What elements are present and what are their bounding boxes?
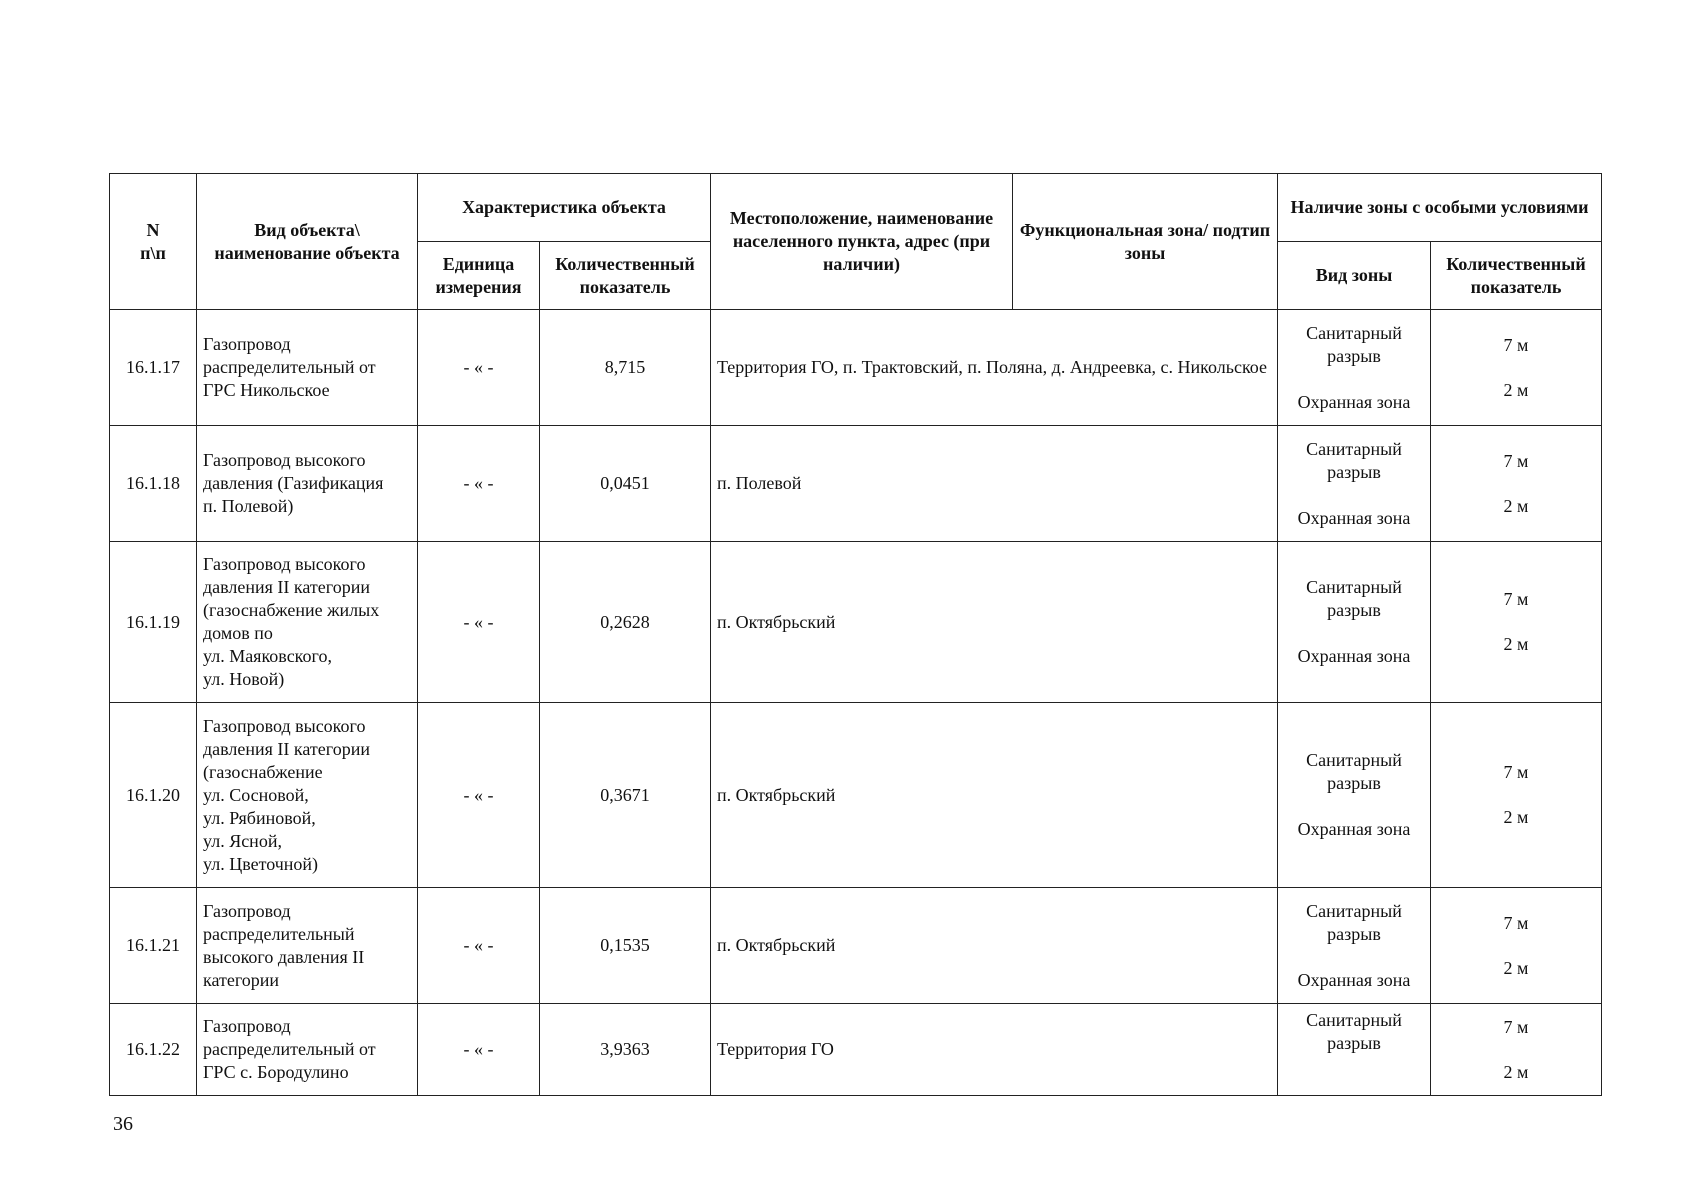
zone-type-cell: [1278, 703, 1431, 888]
zone-type-cell: [1278, 426, 1431, 542]
row-number: 16.1.17: [110, 310, 197, 426]
header-object-type: Вид объекта\ наименование объекта: [197, 174, 418, 310]
zone-type-protection: Охранная зона: [1297, 507, 1411, 528]
zone-value-2: 2 м: [1503, 379, 1529, 400]
quantity-cell: 0,3671: [540, 703, 711, 888]
table-row: [110, 1004, 1602, 1096]
zone-value-1: 7 м: [1503, 334, 1529, 355]
location-cell: п. Полевой: [711, 426, 1278, 542]
table-row: [110, 703, 1602, 888]
row-number: 16.1.21: [110, 888, 197, 1004]
header-num: N п\п: [110, 174, 197, 310]
zone-type-protection: Охранная зона: [1297, 969, 1411, 990]
zone-value-2: 2 м: [1503, 957, 1529, 978]
location-cell: Территория ГО, п. Трактовский, п. Поляна, д. Андреевка, с. Никольское: [711, 310, 1278, 426]
object-name: Газопровод распределительный от ГРС Никольское: [197, 310, 418, 426]
row-number: 16.1.22: [110, 1004, 197, 1096]
object-name: Газопровод высокого давления II категории (газоснабжение ул. Сосновой, ул. Рябиновой, ул. Ясной, ул. Цветочной): [197, 703, 418, 888]
header-quantity: Количественный показатель: [540, 242, 711, 310]
objects-table: [109, 173, 1602, 1096]
zone-type-cell: [1278, 542, 1431, 703]
unit-cell: - « -: [418, 1004, 540, 1096]
zone-type-sanitary: Санитарный разрыв: [1306, 322, 1402, 366]
header-characteristic: Характеристика объекта: [418, 174, 711, 242]
zone-value-1: 7 м: [1503, 589, 1529, 609]
unit-cell: - « -: [418, 703, 540, 888]
zone-value-2: 2 м: [1503, 495, 1529, 516]
unit-cell: - « -: [418, 542, 540, 703]
object-name: Газопровод распределительный высокого давления II категории: [197, 888, 418, 1004]
zone-type-sanitary: Санитарный разрыв: [1306, 577, 1402, 620]
unit-cell: - « -: [418, 310, 540, 426]
zone-value-cell: [1431, 426, 1602, 542]
quantity-cell: 8,715: [540, 310, 711, 426]
row-number: 16.1.20: [110, 703, 197, 888]
zone-value-cell: [1431, 1004, 1602, 1096]
zone-type-cell: [1278, 888, 1431, 1004]
table-row: [110, 542, 1602, 703]
location-cell: п. Октябрьский: [711, 542, 1278, 703]
zone-value-1: 7 м: [1503, 762, 1529, 782]
object-name: Газопровод высокого давления (Газификация п. Полевой): [197, 426, 418, 542]
zone-type-sanitary: Санитарный разрыв: [1306, 1009, 1402, 1053]
object-name: Газопровод распределительный от ГРС с. Бородулино: [197, 1004, 418, 1096]
quantity-cell: 3,9363: [540, 1004, 711, 1096]
header-zone-type: Вид зоны: [1278, 242, 1431, 310]
zone-type-protection: Охранная зона: [1297, 819, 1411, 839]
zone-type-cell: [1278, 310, 1431, 426]
header-unit: Единица измерения: [418, 242, 540, 310]
location-cell: п. Октябрьский: [711, 888, 1278, 1004]
unit-cell: - « -: [418, 888, 540, 1004]
zone-value-cell: [1431, 888, 1602, 1004]
quantity-cell: 0,2628: [540, 542, 711, 703]
zone-type-cell: [1278, 1004, 1431, 1096]
zone-type-sanitary: Санитарный разрыв: [1306, 438, 1402, 482]
zone-value-2: 2 м: [1503, 807, 1529, 827]
zone-value-1: 7 м: [1503, 912, 1529, 933]
zone-type-sanitary: Санитарный разрыв: [1306, 750, 1402, 793]
quantity-cell: 0,1535: [540, 888, 711, 1004]
zone-value-1: 7 м: [1503, 1016, 1529, 1037]
zone-value-2: 2 м: [1503, 634, 1529, 654]
zone-type-sanitary: Санитарный разрыв: [1306, 900, 1402, 944]
table-row: [110, 888, 1602, 1004]
zone-type-protection: Охранная зона: [1297, 391, 1411, 412]
row-number: 16.1.18: [110, 426, 197, 542]
row-number: 16.1.19: [110, 542, 197, 703]
object-name: Газопровод высокого давления II категории (газоснабжение жилых домов по ул. Маяковского, ул. Новой): [197, 542, 418, 703]
unit-cell: - « -: [418, 426, 540, 542]
location-cell: п. Октябрьский: [711, 703, 1278, 888]
header-special-zone: Наличие зоны с особыми условиями: [1278, 174, 1602, 242]
header-location: Местоположение, наименование населенного пункта, адрес (при наличии): [711, 174, 1013, 310]
zone-value-cell: [1431, 542, 1602, 703]
table-row: [110, 310, 1602, 426]
zone-value-2: 2 м: [1503, 1061, 1529, 1082]
zone-value-cell: [1431, 310, 1602, 426]
quantity-cell: 0,0451: [540, 426, 711, 542]
zone-type-protection: Охранная зона: [1297, 646, 1411, 666]
table-header: [110, 174, 1602, 310]
zone-value-cell: [1431, 703, 1602, 888]
zone-value-1: 7 м: [1503, 450, 1529, 471]
location-cell: Территория ГО: [711, 1004, 1278, 1096]
page-number: 36: [113, 1113, 133, 1135]
table-row: [110, 426, 1602, 542]
header-zone-quantity: Количественный показатель: [1431, 242, 1602, 310]
header-functional-zone: Функциональная зона/ подтип зоны: [1013, 174, 1278, 310]
